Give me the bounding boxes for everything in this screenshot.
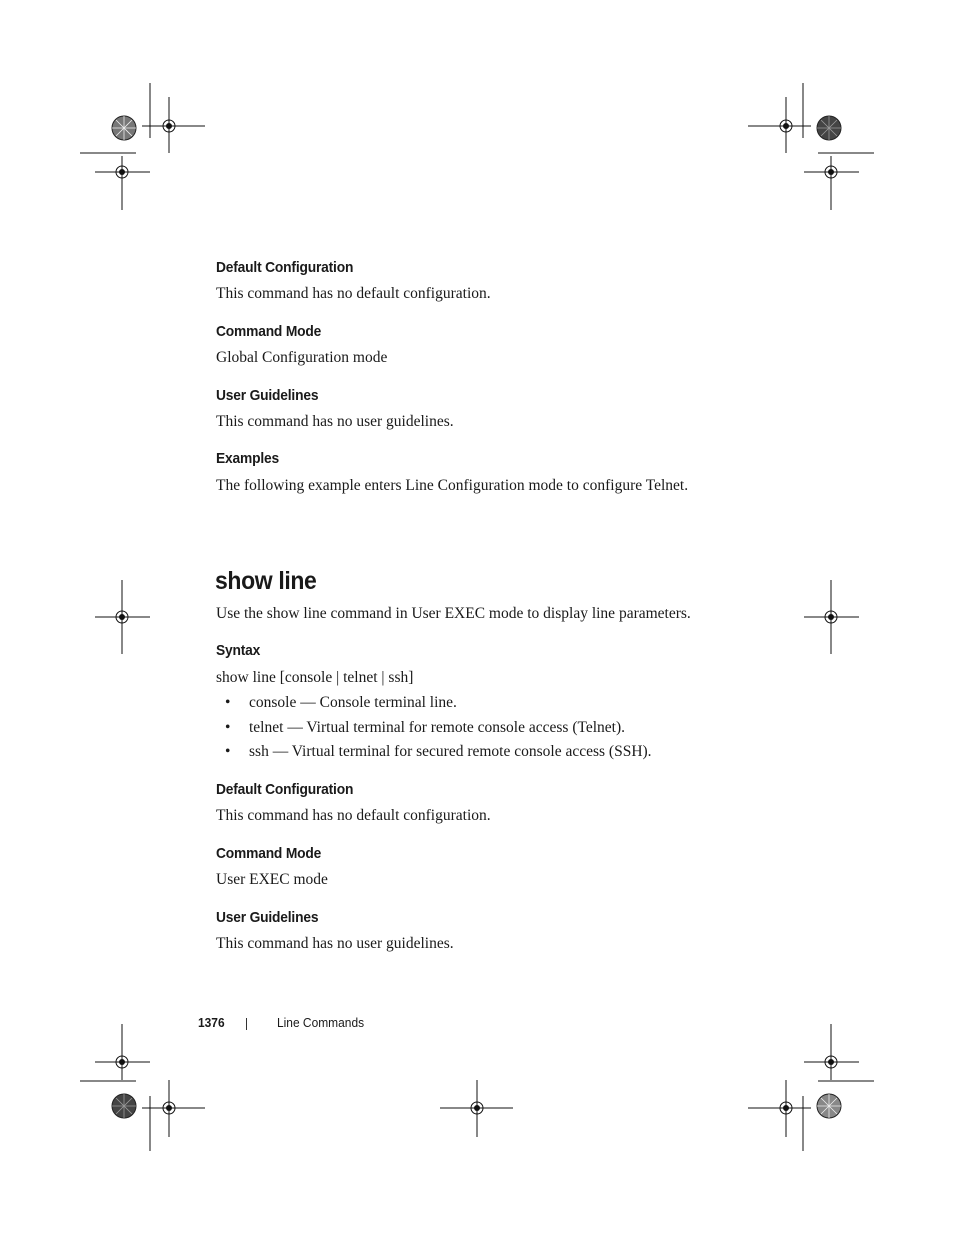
page-number: 1376 [198, 1015, 225, 1030]
footer-divider [246, 1018, 247, 1030]
section-text: This command has no user guidelines. [216, 413, 454, 430]
list-item-desc: — Virtual terminal for remote console access (Telnet). [283, 719, 626, 736]
footer-section-title: Line Commands [277, 1015, 365, 1030]
bullet-icon: • [225, 743, 231, 760]
section-heading-default-configuration: Default Configuration [216, 259, 354, 276]
syntax-option-ssh: ssh [388, 669, 409, 686]
section-heading-user-guidelines: User Guidelines [216, 387, 319, 404]
list-item-desc: — Virtual terminal for secured remote console access (SSH). [268, 743, 652, 760]
section-text: This command has no default configuration. [216, 285, 491, 302]
section-heading-examples: Examples [216, 450, 279, 467]
section-heading-command-mode: Command Mode [216, 323, 322, 340]
list-item-term: telnet [249, 719, 284, 736]
syntax-separator: | [377, 669, 389, 686]
section-text: This command has no default configuration. [216, 807, 491, 824]
syntax-line [216, 669, 413, 687]
section-heading-default-configuration: Default Configuration [216, 781, 354, 798]
section-text: User EXEC mode [216, 871, 328, 888]
intro-command: show line [266, 605, 327, 622]
list-item-term: ssh [249, 743, 269, 760]
list-item-telnet [249, 719, 625, 737]
section-text: This command has no user guidelines. [216, 935, 454, 952]
list-item-term: console [249, 694, 297, 711]
list-item-desc: — Console terminal line. [296, 694, 457, 711]
intro-post: command in User EXEC mode to display line parameters. [326, 605, 691, 622]
syntax-close: ] [408, 669, 414, 686]
section-text: The following example enters Line Configuration mode to configure Telnet. [216, 477, 689, 494]
intro-pre: Use the [216, 605, 267, 622]
syntax-separator: | [332, 669, 344, 686]
list-item-ssh [249, 743, 652, 761]
syntax-option-telnet: telnet [343, 669, 378, 686]
syntax-command: show line [216, 669, 276, 686]
syntax-option-console: console [284, 669, 333, 686]
list-item-console [249, 694, 457, 712]
syntax-open: [ [275, 669, 285, 686]
bullet-icon: • [225, 694, 231, 711]
section-heading-user-guidelines: User Guidelines [216, 909, 319, 926]
bullet-icon: • [225, 719, 231, 736]
command-intro [216, 605, 691, 623]
command-title: show line [215, 567, 317, 595]
section-text: Global Configuration mode [216, 349, 388, 366]
section-heading-syntax: Syntax [216, 642, 261, 659]
section-heading-command-mode: Command Mode [216, 845, 322, 862]
